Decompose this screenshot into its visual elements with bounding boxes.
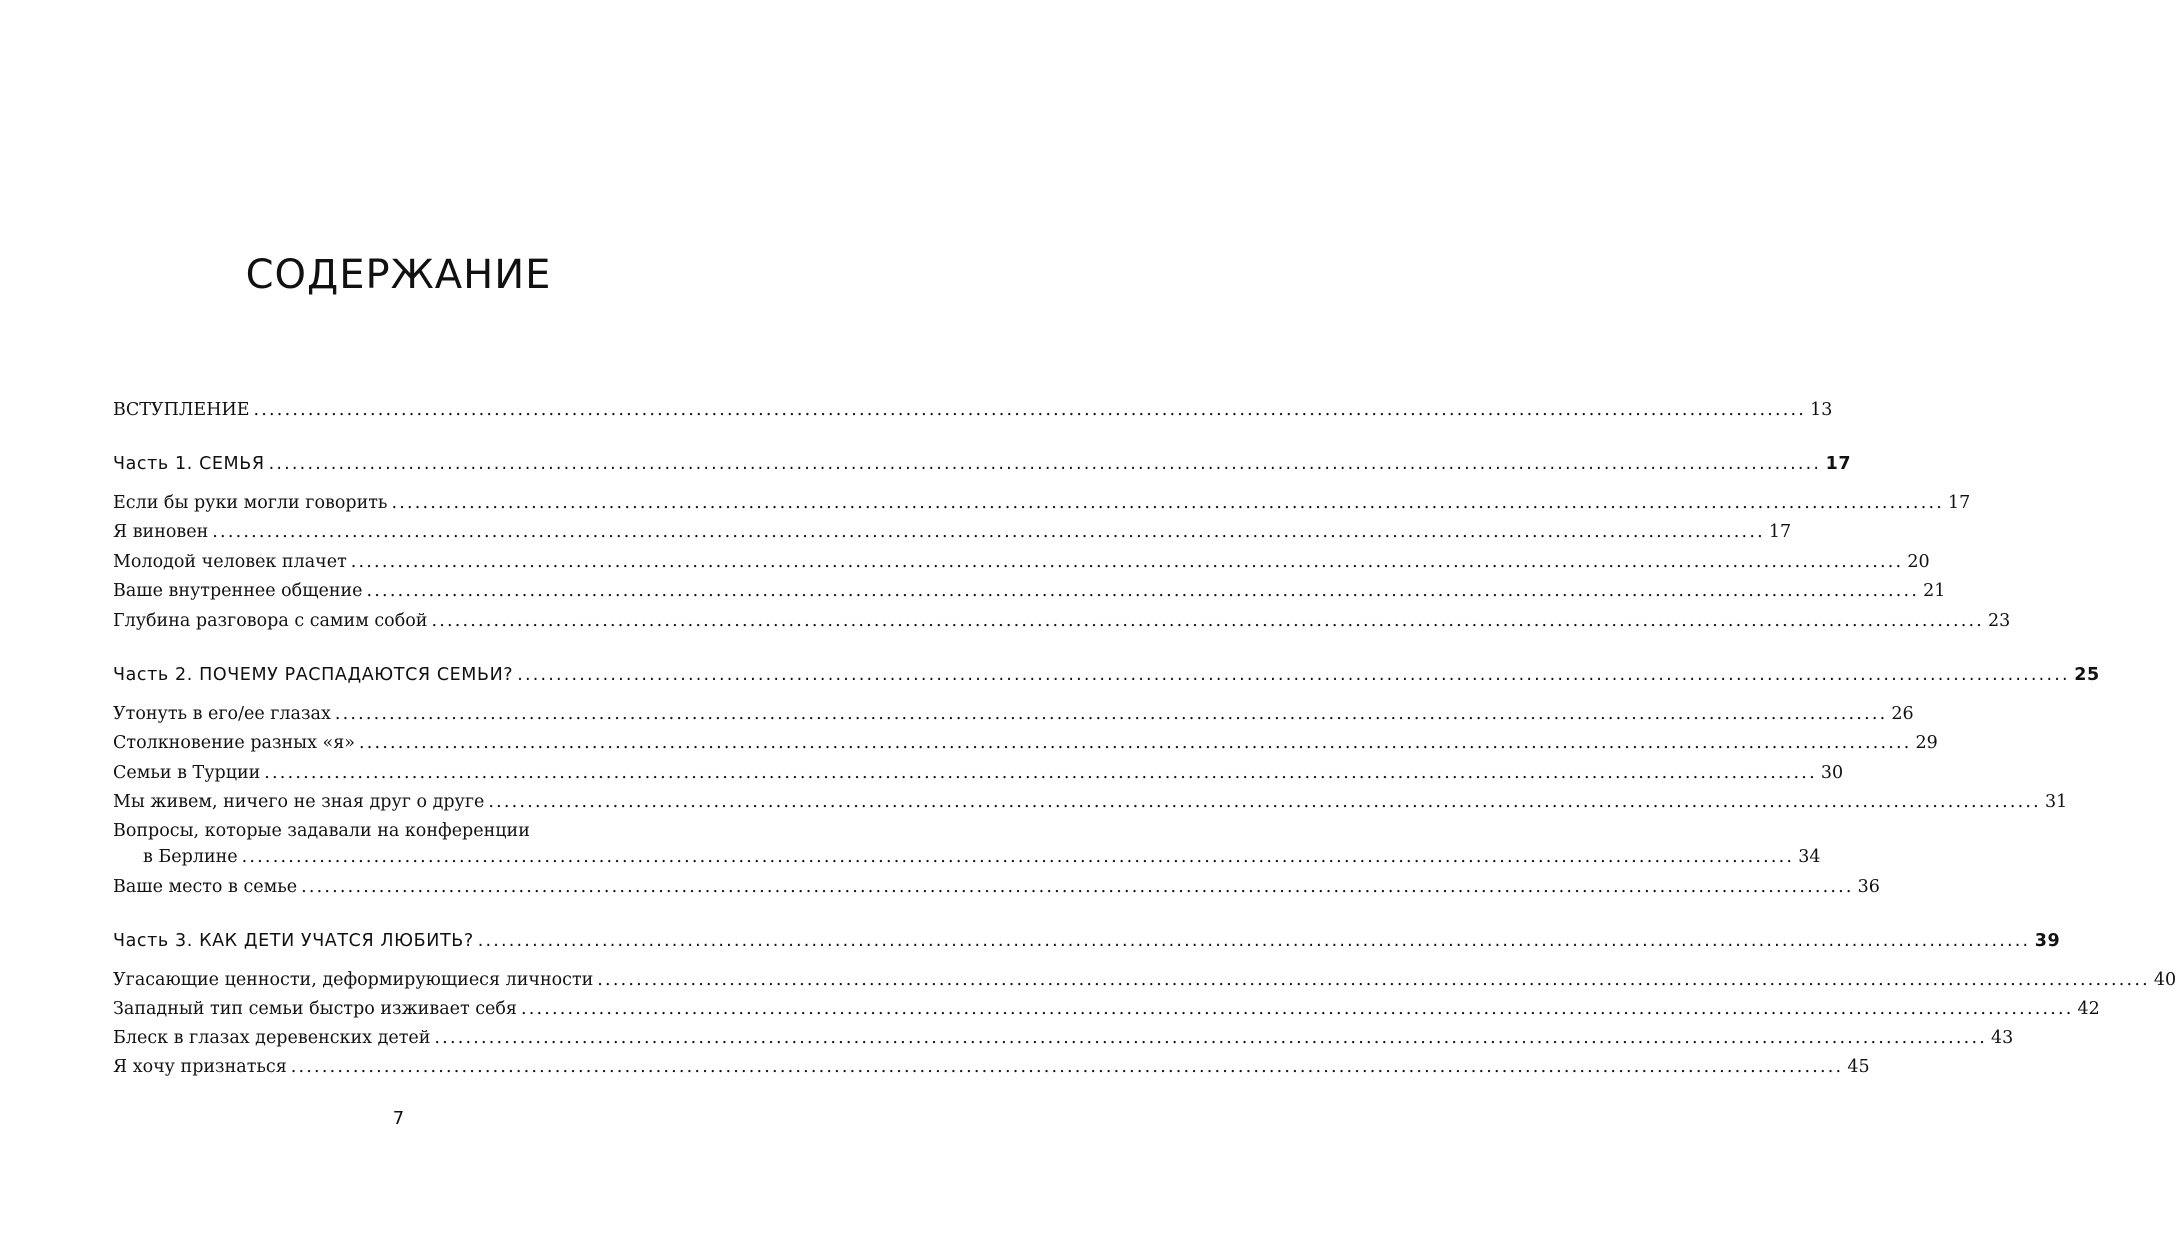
toc-entry[interactable] xyxy=(113,730,1938,756)
toc-entry-title: Ваше внутреннее общение xyxy=(113,578,363,604)
dot-leader: ........................................................................................................................................................................................................ xyxy=(268,454,1822,474)
toc-entry-title: Мы живем, ничего не зная друг о друге xyxy=(113,789,484,815)
toc-part-title: Часть 3. КАК ДЕТИ УЧАТСЯ ЛЮБИТЬ? xyxy=(113,928,474,954)
toc-part-1[interactable] xyxy=(113,451,1852,477)
page-number: 7 xyxy=(392,1108,405,1129)
dot-leader: ........................................................................................................................................................................................................ xyxy=(391,493,1944,513)
toc-page-number: 26 xyxy=(1891,701,1913,727)
toc-entry-title: Утонуть в его/ее глазах xyxy=(113,701,331,727)
toc-page-number: 40 xyxy=(2154,967,2176,993)
dot-leader: ........................................................................................................................................................................................................ xyxy=(366,581,1920,601)
dot-leader: ........................................................................................................................................................................................................ xyxy=(212,522,1765,542)
toc-entry[interactable] xyxy=(113,549,1930,575)
dot-leader: ........................................................................................................................................................................................................ xyxy=(350,552,1904,572)
toc-entry-title: Ваше место в семье xyxy=(113,874,297,900)
toc-page-number: 17 xyxy=(1769,519,1791,545)
toc-part-2[interactable] xyxy=(113,662,2100,688)
toc-page-number: 21 xyxy=(1923,578,1945,604)
toc-page-number: 20 xyxy=(1907,549,1929,575)
dot-leader: ........................................................................................................................................................................................................ xyxy=(290,1057,1844,1077)
toc-entry[interactable] xyxy=(113,701,1914,727)
toc-entry[interactable] xyxy=(113,608,2011,634)
toc-page-number: 17 xyxy=(1825,451,1851,477)
toc-entry[interactable] xyxy=(113,1054,1870,1080)
toc-page-number: 30 xyxy=(1821,760,1843,786)
toc-entry-title: Блеск в глазах деревенских детей xyxy=(113,1025,430,1051)
toc-page-number: 29 xyxy=(1916,730,1938,756)
dot-leader: ........................................................................................................................................................................................................ xyxy=(597,970,2150,990)
toc-entry-title-line-2: в Берлине xyxy=(143,844,238,870)
dot-leader: ........................................................................................................................................................................................................ xyxy=(301,877,1854,897)
toc-entry[interactable] xyxy=(113,490,1971,516)
toc-page-number: 42 xyxy=(2078,996,2100,1022)
toc-entry[interactable] xyxy=(113,789,2068,815)
dot-leader: ........................................................................................................................................................................................................ xyxy=(334,704,1888,724)
toc-entry-title: Глубина разговора с самим собой xyxy=(113,608,427,634)
toc-entry[interactable] xyxy=(113,519,1792,545)
toc-entry-title: Семьи в Турции xyxy=(113,760,260,786)
toc-entry-title: Западный тип семьи быстро изживает себя xyxy=(113,996,517,1022)
toc-entry[interactable] xyxy=(113,844,1821,870)
toc-page-number: 45 xyxy=(1847,1054,1869,1080)
toc-page-number: 36 xyxy=(1858,874,1880,900)
dot-leader: ........................................................................................................................................................................................................ xyxy=(431,611,1985,631)
dot-leader: ........................................................................................................................................................................................................ xyxy=(477,931,2031,951)
toc-entry-title: Угасающие ценности, деформирующиеся личности xyxy=(113,967,593,993)
toc-entry[interactable] xyxy=(113,874,1880,900)
toc-entry-title: ВСТУПЛЕНИЕ xyxy=(113,397,250,423)
toc-entry-title: Молодой человек плачет xyxy=(113,549,347,575)
toc-page-number: 17 xyxy=(1948,490,1970,516)
dot-leader: ........................................................................................................................................................................................................ xyxy=(434,1028,1987,1048)
toc-entry-intro[interactable] xyxy=(113,397,1833,423)
toc-entry[interactable] xyxy=(113,967,2176,993)
toc-part-title: Часть 1. СЕМЬЯ xyxy=(113,451,265,477)
toc-entry-title: Я виновен xyxy=(113,519,208,545)
dot-leader: ........................................................................................................................................................................................................ xyxy=(488,792,2041,812)
toc-page-number: 31 xyxy=(2045,789,2067,815)
toc-entry-title: Я хочу признаться xyxy=(113,1054,287,1080)
toc-entry[interactable] xyxy=(113,996,2100,1022)
page-title: СОДЕРЖАНИЕ xyxy=(245,252,552,298)
dot-leader: ........................................................................................................................................................................................................ xyxy=(358,733,1912,753)
toc-entry[interactable] xyxy=(113,578,1946,604)
dot-leader: ........................................................................................................................................................................................................ xyxy=(241,847,1795,867)
toc-page-number: 34 xyxy=(1798,844,1820,870)
table-of-contents xyxy=(113,0,2176,1241)
toc-part-title: Часть 2. ПОЧЕМУ РАСПАДАЮТСЯ СЕМЬИ? xyxy=(113,662,513,688)
toc-entry[interactable] xyxy=(113,1025,2014,1051)
toc-page-number: 39 xyxy=(2034,928,2060,954)
dot-leader: ........................................................................................................................................................................................................ xyxy=(253,400,1807,420)
toc-page-number: 13 xyxy=(1810,397,1832,423)
toc-entry-title: Столкновение разных «я» xyxy=(113,730,355,756)
toc-entry-title: Если бы руки могли говорить xyxy=(113,490,387,516)
toc-entry-title-line-1[interactable]: Вопросы, которые задавали на конференции xyxy=(113,821,530,841)
dot-leader: ........................................................................................................................................................................................................ xyxy=(264,763,1817,783)
dot-leader: ........................................................................................................................................................................................................ xyxy=(520,999,2074,1019)
toc-page-number: 23 xyxy=(1988,608,2010,634)
dot-leader: ........................................................................................................................................................................................................ xyxy=(517,665,2070,685)
toc-page-number: 43 xyxy=(1991,1025,2013,1051)
toc-entry[interactable] xyxy=(113,760,1844,786)
toc-page-number: 25 xyxy=(2074,662,2100,688)
toc-part-3[interactable] xyxy=(113,928,2061,954)
